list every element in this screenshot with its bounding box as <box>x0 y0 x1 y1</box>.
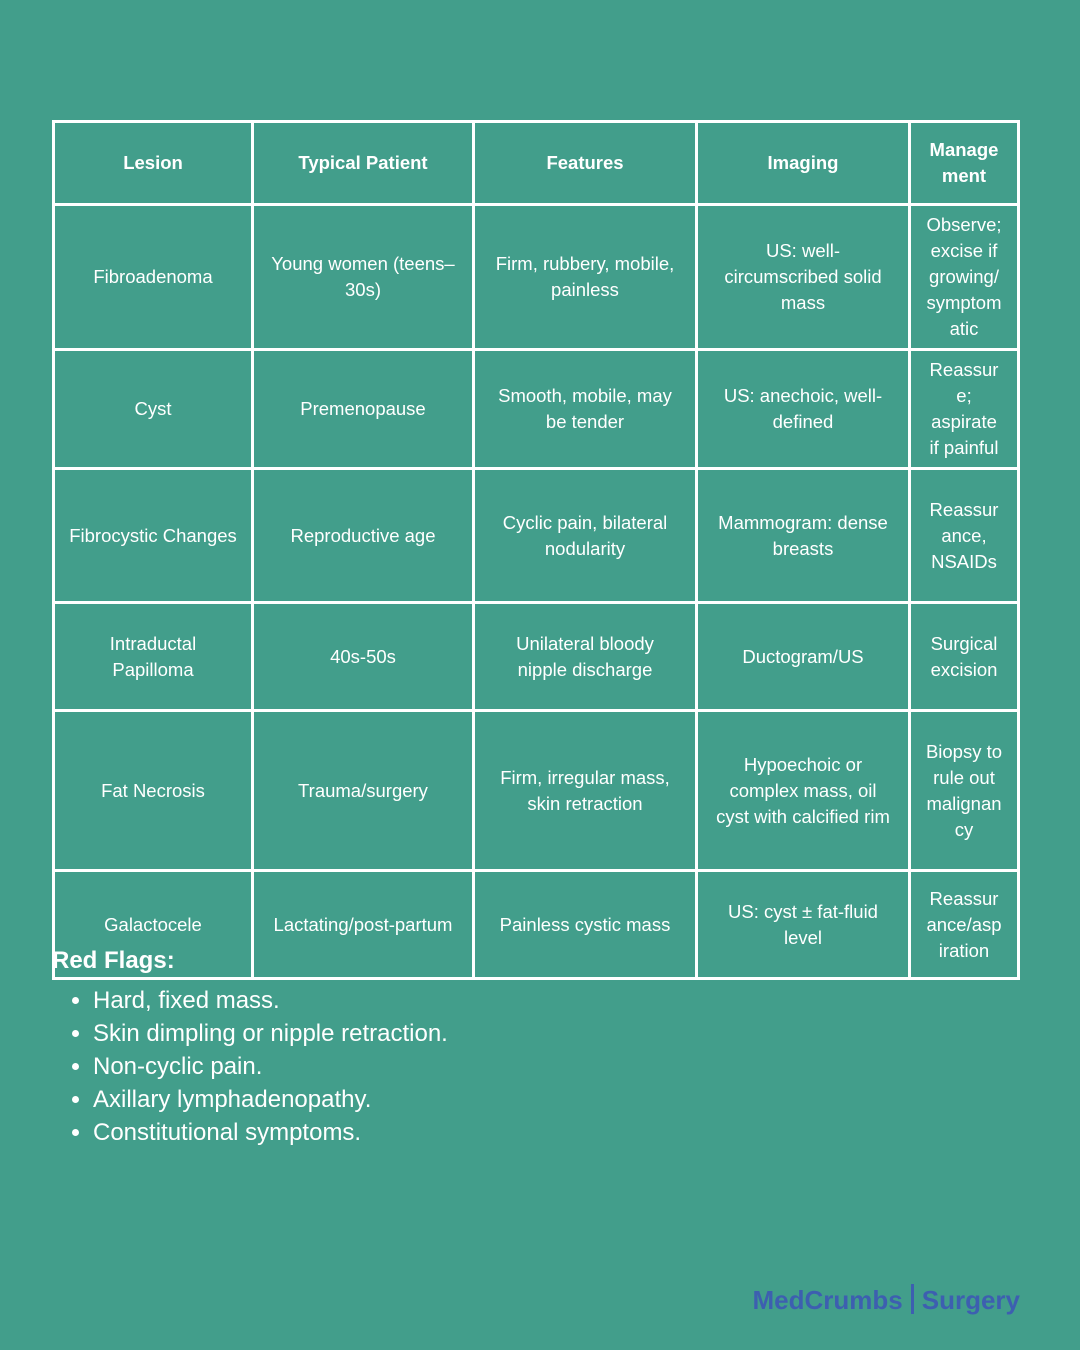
cell-imaging: US: cyst ± fat-fluid level <box>697 871 910 979</box>
brand-footer <box>752 1280 1020 1320</box>
cell-features: Firm, rubbery, mobile, painless <box>474 205 697 350</box>
red-flags-section <box>52 944 952 1149</box>
cell-typical-patient: Premenopause <box>253 350 474 469</box>
cell-management: Reassurance, NSAIDs <box>910 469 1019 603</box>
header-imaging: Imaging <box>697 122 910 205</box>
cell-lesion: Cyst <box>54 350 253 469</box>
cell-imaging: US: anechoic, well-defined <box>697 350 910 469</box>
table-row <box>54 350 1019 469</box>
cell-typical-patient: 40s-50s <box>253 603 474 711</box>
table-row <box>54 603 1019 711</box>
cell-typical-patient: Young women (teens–30s) <box>253 205 474 350</box>
list-item: • Skin dimpling or nipple retraction. <box>93 1017 952 1050</box>
table-row <box>54 469 1019 603</box>
cell-features: Smooth, mobile, may be tender <box>474 350 697 469</box>
brand-divider <box>911 1284 914 1314</box>
cell-management: Reassurance/aspiration <box>910 871 1019 979</box>
cell-typical-patient: Trauma/surgery <box>253 711 474 871</box>
list-item: • Constitutional symptoms. <box>93 1116 952 1149</box>
breast-lesion-table <box>52 120 1020 980</box>
table-row <box>54 711 1019 871</box>
brand-name: MedCrumbs <box>752 1285 903 1315</box>
list-item: • Axillary lymphadenopathy. <box>93 1083 952 1116</box>
cell-management: Observe; excise if growing/symptomatic <box>910 205 1019 350</box>
cell-typical-patient: Reproductive age <box>253 469 474 603</box>
cell-lesion: Fat Necrosis <box>54 711 253 871</box>
header-features: Features <box>474 122 697 205</box>
cell-lesion: Fibroadenoma <box>54 205 253 350</box>
cell-management: Reassure; aspirate if painful <box>910 350 1019 469</box>
header-lesion: Lesion <box>54 122 253 205</box>
header-management: Management <box>910 122 1019 205</box>
cell-typical-patient: Lactating/post-partum <box>253 871 474 979</box>
cell-features: Firm, irregular mass, skin retraction <box>474 711 697 871</box>
cell-management: Biopsy to rule out malignancy <box>910 711 1019 871</box>
cell-lesion: Intraductal Papilloma <box>54 603 253 711</box>
cell-management: Surgical excision <box>910 603 1019 711</box>
list-item: • Non-cyclic pain. <box>93 1050 952 1083</box>
cell-lesion: Fibrocystic Changes <box>54 469 253 603</box>
table-row <box>54 205 1019 350</box>
cell-imaging: Ductogram/US <box>697 603 910 711</box>
brand-section: Surgery <box>921 1285 1020 1315</box>
red-flags-title: Red Flags: <box>52 947 175 974</box>
red-flags-list <box>52 984 952 1149</box>
cell-features: Unilateral bloody nipple discharge <box>474 603 697 711</box>
cell-features: Painless cystic mass <box>474 871 697 979</box>
cell-lesion: Galactocele <box>54 871 253 979</box>
lesion-table-container <box>52 120 1020 980</box>
cell-imaging: Mammogram: dense breasts <box>697 469 910 603</box>
cell-imaging: US: well-circumscribed solid mass <box>697 205 910 350</box>
table-header-row <box>54 122 1019 205</box>
cell-imaging: Hypoechoic or complex mass, oil cyst with calcified rim <box>697 711 910 871</box>
cell-features: Cyclic pain, bilateral nodularity <box>474 469 697 603</box>
list-item: • Hard, fixed mass. <box>93 984 952 1017</box>
header-typical-patient: Typical Patient <box>253 122 474 205</box>
